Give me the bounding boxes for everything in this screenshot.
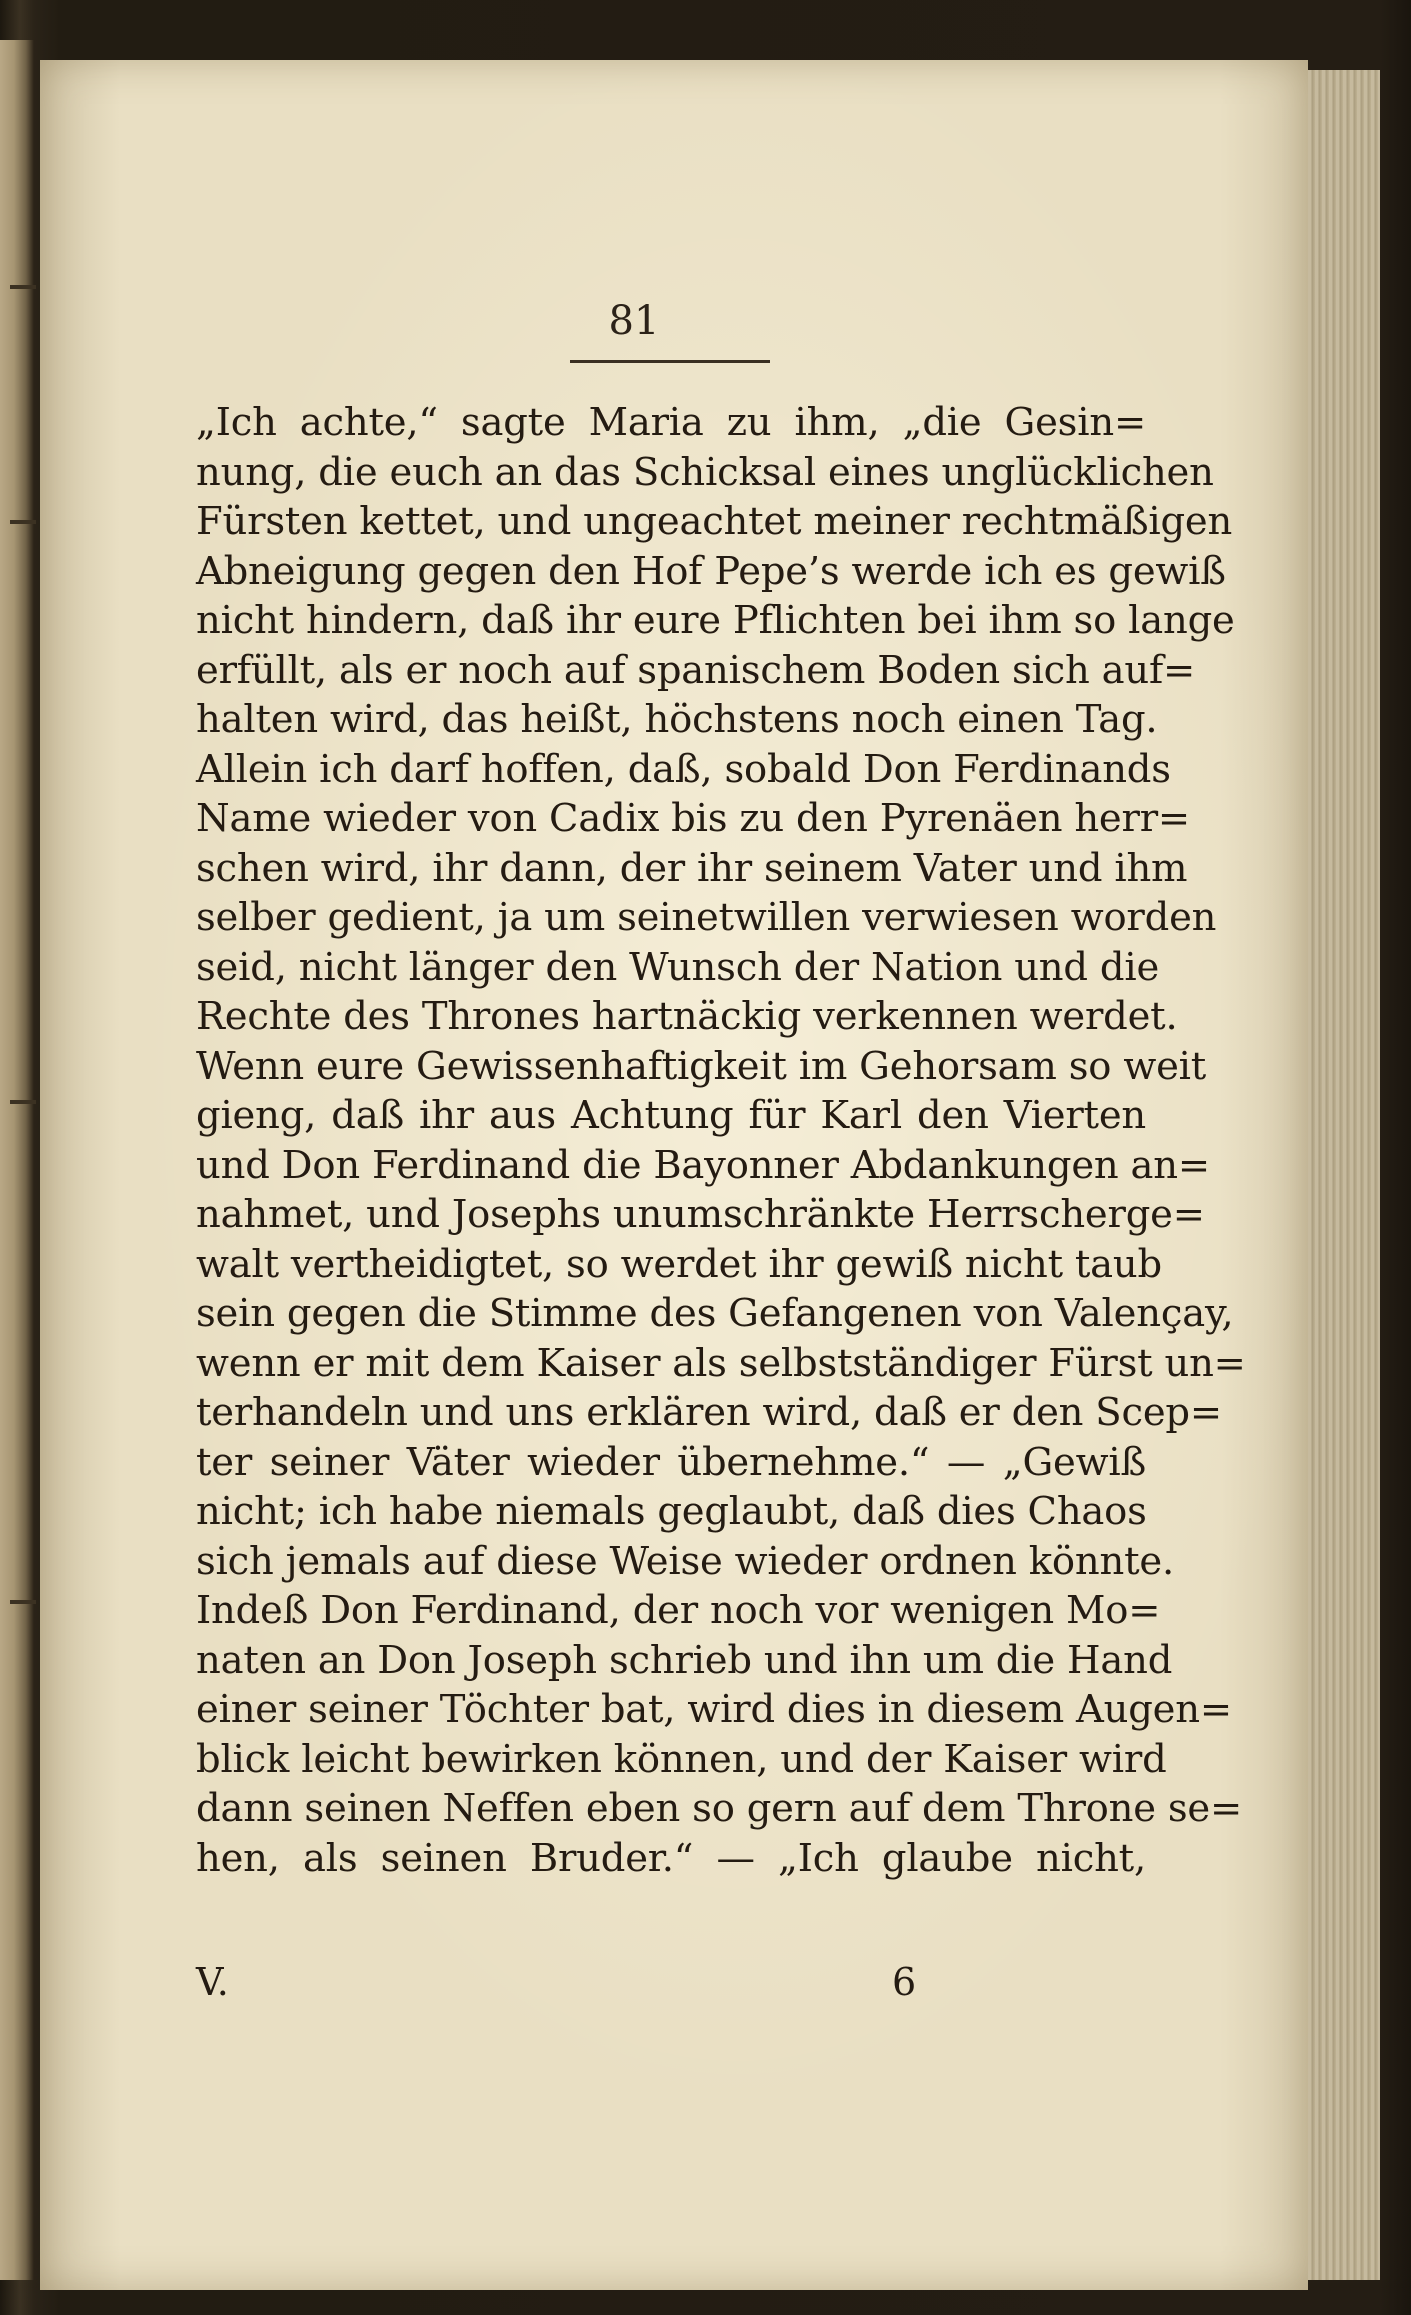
- text-line: dann seinen Neffen eben so gern auf dem Throne se=: [196, 1786, 1243, 1831]
- text-line: hen, als seinen Bruder.“ — „Ich glaube nicht,: [196, 1835, 1146, 1881]
- binding-mark: [10, 285, 36, 289]
- text-line: blick leicht bewirken können, und der Kaiser wird: [196, 1736, 1167, 1782]
- text-line: schen wird, ihr dann, der ihr seinem Vater und ihm: [196, 845, 1188, 891]
- text-line: halten wird, das heißt, höchstens noch einen Tag.: [196, 697, 1158, 742]
- binding-mark: [10, 520, 36, 524]
- page-number: 81: [608, 298, 660, 344]
- text-line: nicht; ich habe niemals geglaubt, daß dies Chaos: [196, 1489, 1147, 1534]
- text-line: naten an Don Joseph schrieb und ihn um die Hand: [196, 1637, 1173, 1683]
- text-line: seid, nicht länger den Wunsch der Nation und die: [196, 944, 1160, 990]
- text-line: erfüllt, als er noch auf spanischem Boden sich auf=: [196, 647, 1196, 693]
- text-line: Wenn eure Gewissenhaftigkeit im Gehorsam so weit: [196, 1043, 1207, 1089]
- text-line: nicht hindern, daß ihr eure Pflichten bei ihm so lange: [196, 598, 1235, 643]
- body-text: [196, 398, 1246, 1883]
- text-line: nung, die euch an das Schicksal eines unglücklichen: [196, 449, 1214, 495]
- text-line: sein gegen die Stimme des Gefangenen von Valençay,: [196, 1291, 1234, 1336]
- text-line: Abneigung gegen den Hof Pepe’s werde ich es gewiß: [196, 548, 1226, 594]
- page-edges: [1308, 70, 1380, 2280]
- text-line: einer seiner Töchter bat, wird dies in diesem Augen=: [196, 1687, 1232, 1732]
- left-page-edge: [0, 40, 34, 2280]
- binding-mark: [10, 1600, 36, 1604]
- text-line: selber gedient, ja um seinetwillen verwiesen worden: [196, 895, 1217, 940]
- text-line: gieng, daß ihr aus Achtung für Karl den Vierten: [196, 1093, 1146, 1138]
- binding-mark: [10, 1100, 36, 1104]
- text-line: und Don Ferdinand die Bayonner Abdankungen an=: [196, 1142, 1210, 1188]
- text-line: wenn er mit dem Kaiser als selbstständiger Fürst un=: [196, 1340, 1246, 1386]
- text-line: Indeß Don Ferdinand, der noch vor wenigen Mo=: [196, 1588, 1161, 1633]
- text-line: nahmet, und Josephs unumschränkte Herrscherge=: [196, 1192, 1205, 1237]
- text-line: Name wieder von Cadix bis zu den Pyrenäen herr=: [196, 796, 1190, 841]
- text-line: „Ich achte,“ sagte Maria zu ihm, „die Gesin=: [196, 400, 1146, 445]
- text-line: terhandeln und uns erklären wird, daß er den Scep=: [196, 1390, 1222, 1435]
- signature-number: 6: [892, 1960, 917, 2004]
- signature-mark: V.: [196, 1960, 229, 2004]
- text-line: sich jemals auf diese Weise wieder ordnen könnte.: [196, 1538, 1174, 1584]
- text-line: Allein ich darf hoffen, daß, sobald Don Ferdinands: [196, 746, 1171, 792]
- text-line: walt vertheidigtet, so werdet ihr gewiß nicht taub: [196, 1241, 1162, 1287]
- header-rule: [570, 360, 770, 363]
- text-line: ter seiner Väter wieder übernehme.“ — „Gewiß: [196, 1439, 1146, 1485]
- book-page: [40, 60, 1308, 2290]
- text-line: Fürsten kettet, und ungeachtet meiner rechtmäßigen: [196, 499, 1233, 544]
- text-line: Rechte des Thrones hartnäckig verkennen werdet.: [196, 994, 1178, 1039]
